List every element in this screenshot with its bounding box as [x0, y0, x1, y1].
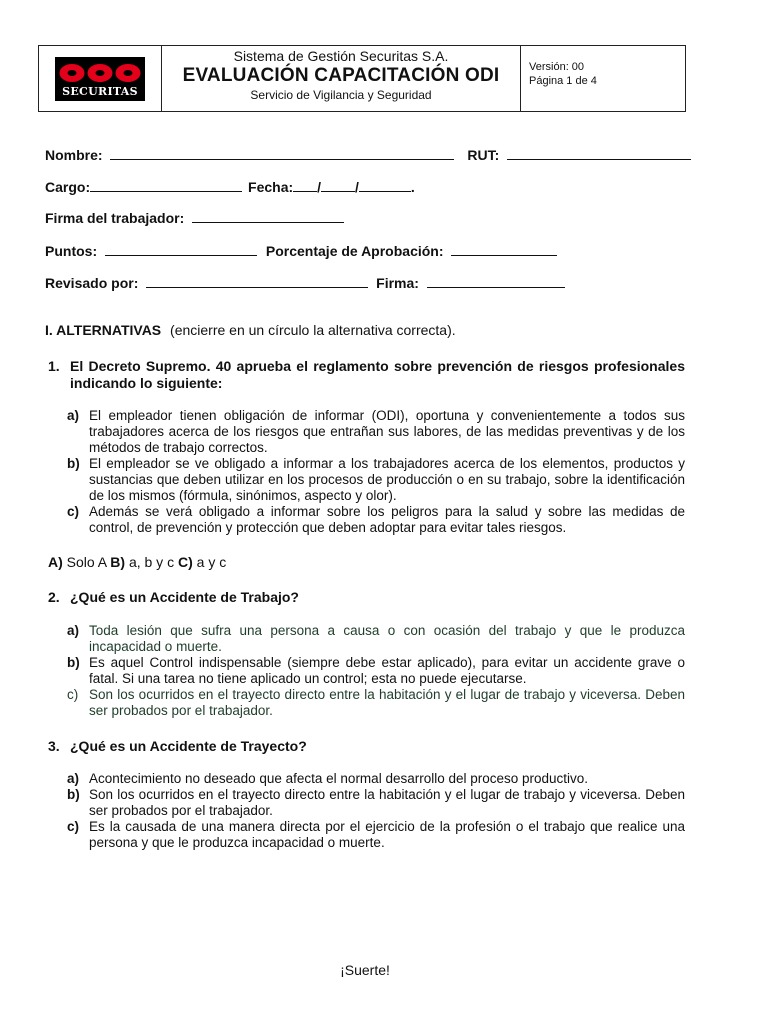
- fecha-month-line[interactable]: [321, 179, 355, 192]
- option-text: El empleador se ve obligado a informar a los trabajadores acerca de los elementos, productos y sustancias que deben utilizar en los procesos de producción o en su trabajo, sobre la identificación de los mismos (fórmula, sinónimos, aspecto y olor).: [89, 456, 685, 503]
- option-letter: c): [67, 819, 80, 834]
- option-b[interactable]: [67, 655, 685, 687]
- logo-dots-icon: [58, 63, 142, 83]
- option-c[interactable]: [67, 819, 685, 851]
- option-letter: b): [67, 787, 80, 802]
- document-header: [38, 45, 686, 112]
- question-number: 3.: [48, 738, 60, 754]
- date-slash: /: [317, 179, 322, 195]
- question-text: ¿Qué es un Accidente de Trayecto?: [70, 738, 307, 754]
- revisado-label: Revisado por:: [45, 275, 139, 291]
- fecha-label: Fecha:: [248, 179, 294, 195]
- option-letter: c): [67, 504, 80, 519]
- header-title-cell: [162, 46, 521, 111]
- service-name: Servicio de Vigilancia y Seguridad: [250, 88, 432, 102]
- firma-trabajador-input-line[interactable]: [192, 210, 344, 223]
- section-heading: [45, 322, 456, 338]
- option-letter: a): [67, 408, 80, 423]
- cargo-input-line[interactable]: [90, 179, 242, 192]
- option-a[interactable]: [67, 623, 685, 655]
- section-title: I. ALTERNATIVAS: [45, 322, 162, 338]
- version-label: Versión: 00: [529, 61, 585, 73]
- question-3-options: [67, 771, 685, 851]
- page-number: Página 1 de 4: [529, 75, 597, 87]
- question-1-options: [67, 408, 685, 536]
- option-text: Son los ocurridos en el trayecto directo entre la habitación y el lugar de trabajo y viceversa. Deben ser probados por el trabajador.: [89, 687, 685, 718]
- answer-c-label[interactable]: C): [177, 554, 193, 570]
- option-text: Acontecimiento no deseado que afecta el normal desarrollo del proceso productivo.: [89, 771, 589, 786]
- firma-input-line[interactable]: [427, 275, 565, 288]
- answer-choices: [48, 554, 226, 570]
- porcentaje-input-line[interactable]: [451, 243, 557, 256]
- question-text: El Decreto Supremo. 40 aprueba el reglamento sobre prevención de riesgos profesionales indicando lo siguiente:: [70, 358, 685, 391]
- nombre-input-line[interactable]: [110, 147, 454, 160]
- field-row-firma-trabajador: [45, 210, 344, 226]
- option-letter: c): [67, 687, 79, 702]
- option-b[interactable]: [67, 787, 685, 819]
- porcentaje-label: Porcentaje de Aprobación:: [265, 243, 444, 259]
- puntos-label: Puntos:: [45, 243, 98, 259]
- option-letter: b): [67, 655, 80, 670]
- answer-a-text: Solo A: [66, 554, 107, 570]
- field-row-nombre: [45, 147, 691, 163]
- rut-label: RUT:: [467, 147, 500, 163]
- header-meta-cell: [521, 46, 685, 111]
- option-text: El empleador tienen obligación de informar (ODI), oportuna y convenientemente a todos sus trabajadores acerca de los riesgos que entrañan sus labores, de las medidas preventivas y de los métodos de trabajo correctos.: [89, 408, 685, 455]
- system-name: Sistema de Gestión Securitas S.A.: [233, 48, 449, 64]
- revisado-input-line[interactable]: [146, 275, 368, 288]
- date-slash: /: [355, 179, 359, 195]
- fecha-day-line[interactable]: [293, 179, 317, 192]
- document-title: EVALUACIÓN CAPACITACIÓN ODI: [182, 65, 500, 86]
- option-a[interactable]: [67, 771, 685, 787]
- question-number: 1.: [48, 358, 60, 374]
- option-a[interactable]: [67, 408, 685, 456]
- question-text: ¿Qué es un Accidente de Trabajo?: [70, 589, 299, 605]
- option-text: Son los ocurridos en el trayecto directo entre la habitación y el lugar de trabajo y viceversa. Deben ser probados por el trabajador.: [89, 787, 685, 818]
- securitas-logo: [55, 57, 145, 101]
- option-text: Es la causada de una manera directa por el ejercicio de la profesión o el trabajo que realice una persona y que le produzca incapacidad o muerte.: [89, 819, 685, 850]
- option-b[interactable]: [67, 456, 685, 504]
- field-row-puntos: [45, 243, 557, 259]
- option-letter: a): [67, 623, 80, 638]
- field-row-revisado: [45, 275, 565, 291]
- closing-message: ¡Suerte!: [340, 962, 390, 978]
- answer-b-text: a, b y c: [128, 554, 175, 570]
- option-c[interactable]: [67, 504, 685, 536]
- field-row-cargo: [45, 179, 415, 195]
- logo-cell: [39, 46, 162, 111]
- date-period: .: [410, 179, 415, 195]
- option-letter: a): [67, 771, 80, 786]
- answer-b-label[interactable]: B): [110, 554, 126, 570]
- firma-label: Firma:: [376, 275, 419, 291]
- option-letter: b): [67, 456, 80, 471]
- section-instruction: (encierre en un círculo la alternativa correcta).: [170, 322, 456, 338]
- logo-text: SECURITAS: [62, 84, 138, 98]
- answer-a-label[interactable]: A): [48, 554, 63, 570]
- rut-input-line[interactable]: [507, 147, 691, 160]
- option-text: Es aquel Control indispensable (siempre debe estar aplicado), para evitar un accidente grave o fatal. Si una tarea no tiene aplicado un control; esta no puede ejecutarse.: [89, 655, 685, 686]
- answer-c-text: a y c: [196, 554, 227, 570]
- fecha-year-line[interactable]: [359, 179, 411, 192]
- cargo-label: Cargo:: [45, 179, 91, 195]
- firma-trabajador-label: Firma del trabajador:: [45, 210, 185, 226]
- question-2-options: [67, 623, 685, 719]
- question-number: 2.: [48, 589, 60, 605]
- option-text: Toda lesión que sufra una persona a causa o con ocasión del trabajo y que le produzca incapacidad o muerte.: [89, 623, 685, 654]
- option-c[interactable]: [67, 687, 685, 719]
- puntos-input-line[interactable]: [105, 243, 257, 256]
- option-text: Además se verá obligado a informar sobre los peligros para la salud y sobre las medidas de control, de prevención y protección que deben adoptar para evitar tales riesgos.: [89, 504, 685, 535]
- nombre-label: Nombre:: [45, 147, 103, 163]
